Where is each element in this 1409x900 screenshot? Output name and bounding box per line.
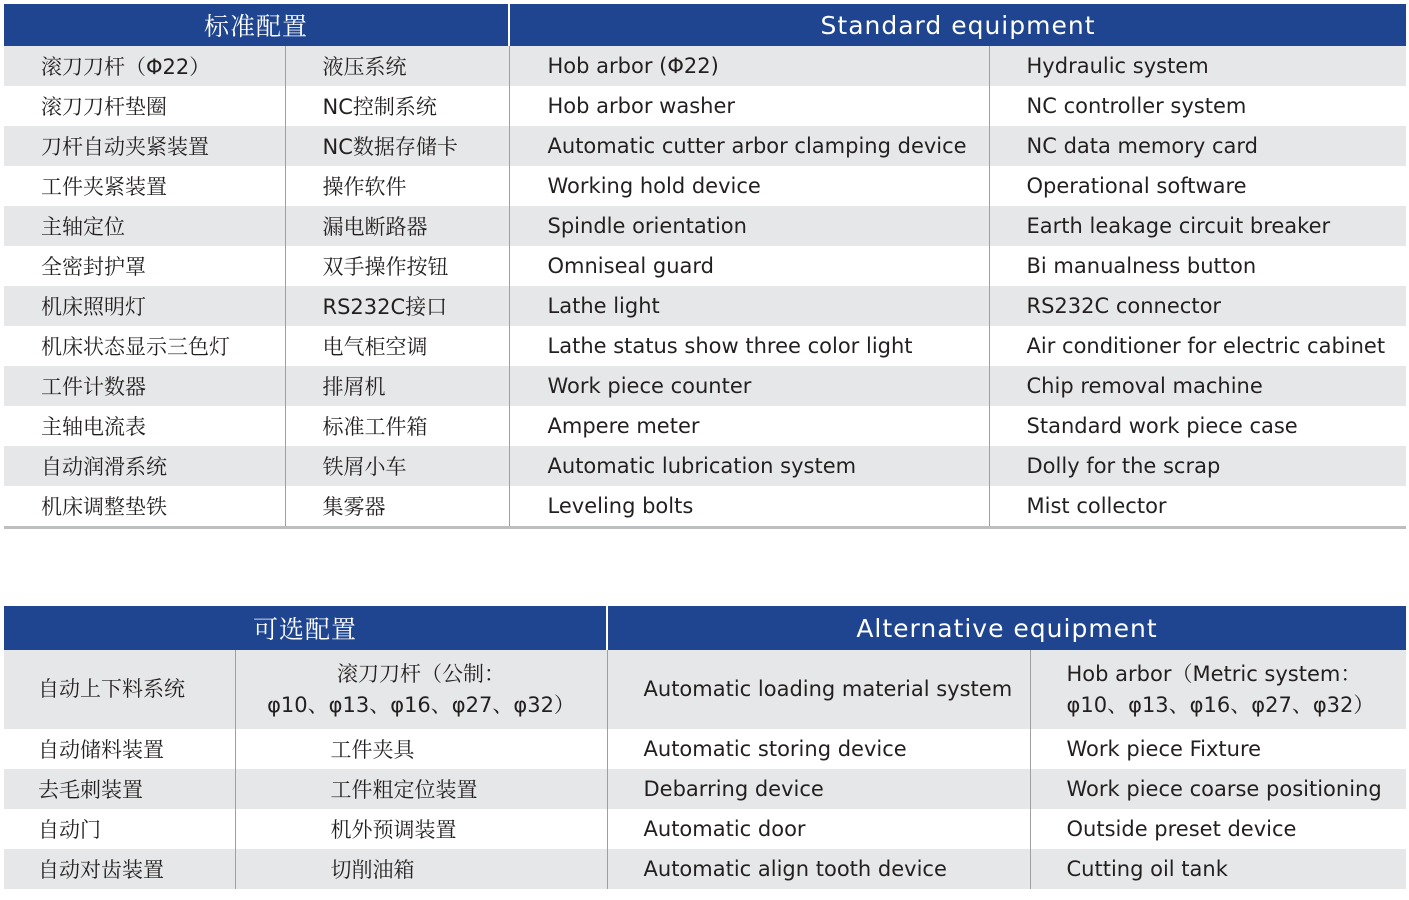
cell-en-item: Ampere meter [509,406,989,446]
cell-cn-item: 去毛刺装置 [4,769,235,809]
cell-en-item: Debarring device [607,769,1030,809]
cell-en-item: Automatic lubrication system [509,446,989,486]
table-row [4,366,1406,406]
cell-cn-item: 自动上下料系统 [4,650,235,729]
standard-header-cn: 标准配置 [4,4,509,46]
cell-cn-item: NC数据存储卡 [285,126,509,166]
cell-line: φ10、φ13、φ16、φ27、φ32） [267,692,575,717]
cell-cn-item: 铁屑小车 [285,446,509,486]
table-row [4,486,1406,528]
cell-cn-item: 双手操作按钮 [285,246,509,286]
cell-cn-item: 全密封护罩 [41,255,146,279]
cell-en-item: Work piece Fixture [1030,729,1406,769]
cell-en-item: Automatic cutter arbor clamping device [509,126,989,166]
cell-en-item: Lathe status show three color light [509,326,989,366]
cell-en-item: Chip removal machine [989,366,1406,406]
cell-en-item: Leveling bolts [509,486,989,528]
cell-en-item: Mist collector [989,486,1406,528]
table-row [4,650,1406,729]
cell-cn-item: 工件计数器 [4,366,285,406]
cell-en-item: Hob arbor washer [509,86,989,126]
cell-en-item: Omniseal guard [509,246,989,286]
cell-cn-item: RS232C接口 [285,286,509,326]
standard-header-row [4,4,1406,46]
cell-en-item: Work piece coarse positioning [1030,769,1406,809]
cell-cn-item [235,650,607,729]
cell-cn-item: 机外预调装置 [235,809,607,849]
cell-cn-item: 主轴电流表 [41,415,146,439]
standard-header-en: Standard equipment [509,4,1406,46]
alternative-table-body [4,650,1406,889]
cell-line: φ10、φ13、φ16、φ27、φ32） [1066,692,1375,717]
cell-en-item: Dolly for the scrap [989,446,1406,486]
cell-line: 滚刀刀杆（公制： [337,661,505,686]
cell-line: Hob arbor（Metric system： [1066,661,1362,686]
cell-cn-item: 标准工件箱 [285,406,509,446]
table-row [4,286,1406,326]
cell-en-item: Outside preset device [1030,809,1406,849]
cell-cn-item: 电气柜空调 [285,326,509,366]
cell-en-item: Cutting oil tank [1030,849,1406,889]
cell-cn-item: 工件夹紧装置 [41,175,167,199]
table-row [4,246,1406,286]
alternative-header-row [4,606,1406,650]
cell-en-item: Working hold device [509,166,989,206]
cell-cn-item: 主轴定位 [4,206,285,246]
table-row [4,326,1406,366]
cell-en-item: Spindle orientation [509,206,989,246]
cell-cn-item: 滚刀刀杆垫圈 [41,95,167,119]
table-row [4,769,1406,809]
cell-cn-item: 工件夹具 [235,729,607,769]
cell-cn-item: 漏电断路器 [285,206,509,246]
cell-en-item: Automatic door [607,809,1030,849]
cell-cn-item: 排屑机 [285,366,509,406]
cell-en-item: Bi manualness button [989,246,1406,286]
cell-cn-item: 工件粗定位装置 [235,769,607,809]
cell-cn-item: 自动储料装置 [38,738,164,762]
cell-en-item: Air conditioner for electric cabinet [989,326,1406,366]
table-row [4,86,1406,126]
table-row [4,849,1406,889]
table-row [4,446,1406,486]
cell-en-item: Work piece counter [509,366,989,406]
cell-en-item: Hydraulic system [989,46,1406,86]
cell-cn-item: 集雾器 [285,486,509,528]
cell-en-item: Automatic storing device [607,729,1030,769]
cell-en-item: Operational software [989,166,1406,206]
table-row [4,126,1406,166]
cell-en-item: NC controller system [989,86,1406,126]
alternative-equipment-table [4,606,1406,889]
cell-cn-item: 自动润滑系统 [4,446,285,486]
cell-en-item [1030,650,1406,729]
cell-en-item: RS232C connector [989,286,1406,326]
cell-en-item: Hob arbor (Φ22) [509,46,989,86]
cell-cn-item: 切削油箱 [235,849,607,889]
table-row [4,809,1406,849]
alternative-header-en: Alternative equipment [607,606,1406,650]
cell-cn-item: NC控制系统 [285,86,509,126]
cell-cn-item: 机床调整垫铁 [4,486,285,528]
standard-equipment-table [4,4,1406,529]
table-row [4,729,1406,769]
cell-cn-item: 液压系统 [285,46,509,86]
table-row [4,46,1406,86]
cell-en-item: Automatic align tooth device [607,849,1030,889]
table-row [4,406,1406,446]
standard-table-body [4,46,1406,528]
cell-cn-item: 操作软件 [285,166,509,206]
cell-cn-item: 机床照明灯 [4,286,285,326]
table-row [4,206,1406,246]
cell-cn-item: 自动门 [38,818,101,842]
cell-en-item: Earth leakage circuit breaker [989,206,1406,246]
cell-en-item: Automatic loading material system [607,650,1030,729]
cell-cn-item: 滚刀刀杆（Φ22） [4,46,285,86]
cell-en-item: Lathe light [509,286,989,326]
cell-cn-item: 自动对齿装置 [4,849,235,889]
cell-cn-item: 刀杆自动夹紧装置 [4,126,285,166]
cell-cn-item: 机床状态显示三色灯 [41,335,230,359]
cell-en-item: NC data memory card [989,126,1406,166]
cell-en-item: Standard work piece case [989,406,1406,446]
table-row [4,166,1406,206]
alternative-header-cn: 可选配置 [4,606,607,650]
